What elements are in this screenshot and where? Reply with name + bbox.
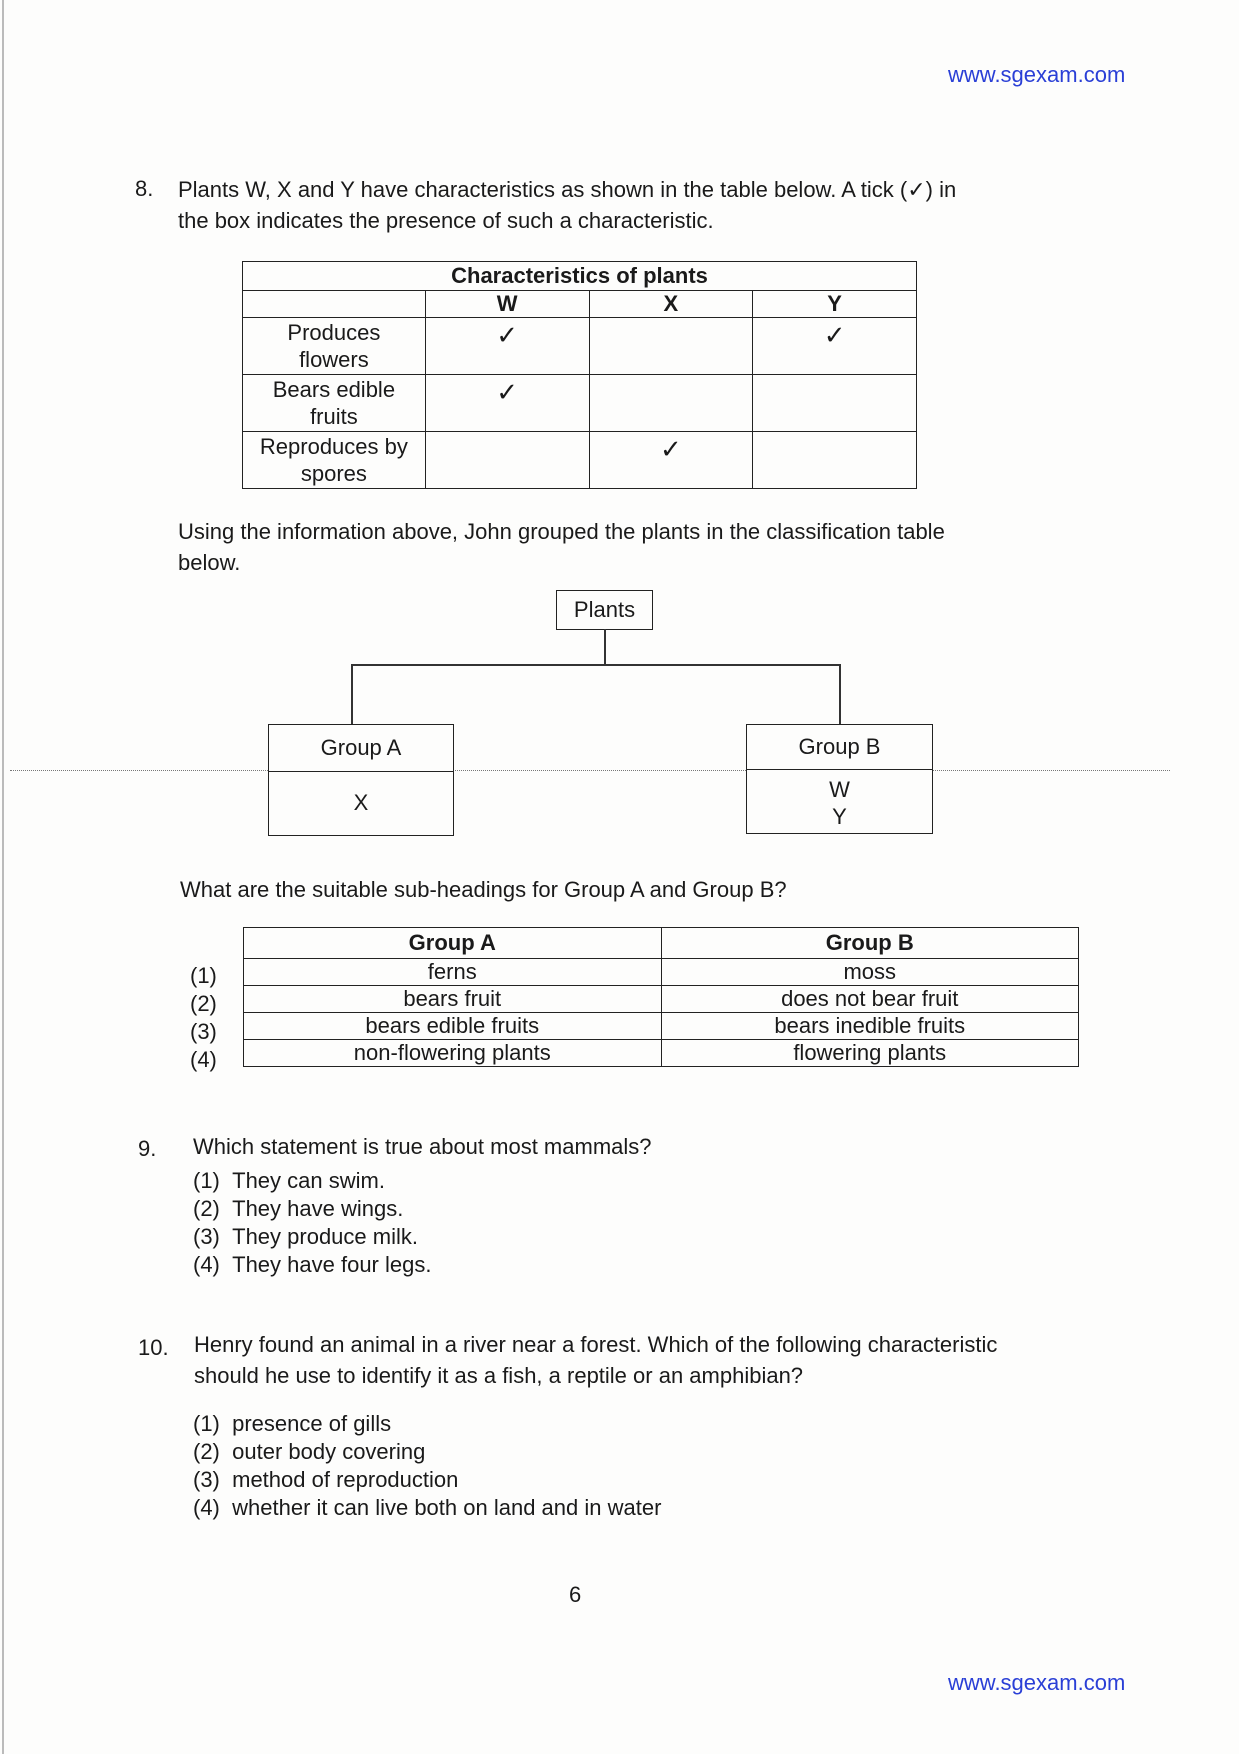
option-4-group-a: non-flowering plants [244,1040,662,1067]
q10-options [193,1410,661,1522]
connector-vertical [604,629,606,664]
characteristics-table [242,261,917,489]
q10-text [194,1329,997,1391]
q8-text2-line1: Using the information above, John grouped the plants in the classification table [178,519,945,544]
option-text: They can swim. [232,1168,385,1193]
header-url[interactable]: www.sgexam.com [948,62,1126,87]
answer-options-table [243,927,1079,1067]
group-b-title: Group B [747,725,932,770]
option-num: (3) [193,1467,220,1492]
q9-option-2[interactable] [193,1195,431,1223]
q10-option-1[interactable] [193,1410,661,1438]
option-text: They have four legs. [232,1252,432,1277]
option-3-group-a: bears edible fruits [244,1013,662,1040]
option-4-group-b: flowering plants [661,1040,1079,1067]
q8-option-num: (3) [190,1019,217,1044]
q8-option-num: (2) [190,991,217,1016]
row-label-line1: Bears edible [272,377,396,402]
connector-horizontal [351,664,840,666]
option-2-group-b: does not bear fruit [661,986,1079,1013]
scan-dotted-line [10,770,1170,771]
tick-mark: ✓ [659,434,682,464]
row-label-line2: fruits [310,404,358,429]
q8-text [178,174,956,236]
cell-x-fruits [589,375,753,432]
group-b-member-w: W [829,777,850,802]
q8-text2 [178,516,945,578]
group-b-member-y: Y [832,804,847,829]
q9-text: Which statement is true about most mammals? [193,1134,652,1159]
q10-number: 10. [138,1335,169,1360]
q10-text-line2: should he use to identify it as a fish, a reptile or an amphibian? [194,1363,804,1388]
table-row[interactable] [244,959,1079,986]
q8-text-line2: the box indicates the presence of such a characteristic. [178,208,714,233]
q9-number: 9. [138,1136,157,1161]
q8-option-numbers [190,962,217,1074]
q10-option-2[interactable] [193,1438,661,1466]
q9-option-1[interactable] [193,1167,431,1195]
tick-mark: ✓ [496,320,519,350]
q8-text-line1: Plants W, X and Y have characteristics as shown in the table below. A tick (✓) in [178,177,957,202]
option-num: (4) [193,1495,220,1520]
plants-root-box: Plants [556,590,653,630]
answer-header-group-a: Group A [244,928,662,959]
q9-options [193,1167,431,1279]
q10-option-4[interactable] [193,1494,661,1522]
characteristics-table-corner [243,291,426,318]
row-label-produces-flowers [243,318,426,375]
option-num: (1) [193,1168,220,1193]
option-num: (2) [193,1439,220,1464]
tick-mark: ✓ [496,377,519,407]
connector-right [839,664,841,724]
row-label-line1: Reproduces by [259,434,408,459]
option-1-group-b: moss [661,959,1079,986]
option-num: (4) [193,1252,220,1277]
group-a-title: Group A [269,725,453,772]
group-b-box [746,724,933,834]
option-3-group-b: bears inedible fruits [661,1013,1079,1040]
characteristics-table-title: Characteristics of plants [243,262,917,291]
option-text: presence of gills [232,1411,392,1436]
cell-w-spores [425,432,589,489]
cell-x-flowers [589,318,753,375]
col-header-x: X [589,291,753,318]
col-header-y: Y [753,291,917,318]
q10-option-3[interactable] [193,1466,661,1494]
table-row [243,432,917,489]
table-row [243,375,917,432]
option-num: (1) [193,1411,220,1436]
option-text: outer body covering [232,1439,426,1464]
option-num: (3) [193,1224,220,1249]
row-label-line2: flowers [299,347,369,372]
cell-w-fruits [425,375,589,432]
group-b-members [747,770,932,830]
q8-question: What are the suitable sub-headings for Group A and Group B? [180,877,787,902]
table-row [243,318,917,375]
scan-margin-line [2,0,4,1754]
group-a-box [268,724,454,836]
group-a-members: X [353,790,369,815]
table-row[interactable] [244,1040,1079,1067]
option-text: They have wings. [232,1196,404,1221]
option-text: method of reproduction [232,1467,459,1492]
option-1-group-a: ferns [244,959,662,986]
cell-y-spores [753,432,917,489]
col-header-w: W [425,291,589,318]
row-label-line1: Produces [287,320,381,345]
q8-option-num: (4) [190,1047,217,1072]
page-number: 6 [569,1582,582,1607]
option-num: (2) [193,1196,220,1221]
option-2-group-a: bears fruit [244,986,662,1013]
table-row[interactable] [244,986,1079,1013]
answer-header-group-b: Group B [661,928,1079,959]
cell-y-fruits [753,375,917,432]
cell-x-spores [589,432,753,489]
q9-option-3[interactable] [193,1223,431,1251]
cell-w-flowers [425,318,589,375]
footer-url[interactable]: www.sgexam.com [948,1670,1126,1695]
option-text: They produce milk. [232,1224,418,1249]
row-label-line2: spores [300,461,367,486]
q8-option-num: (1) [190,963,217,988]
table-row[interactable] [244,1013,1079,1040]
q9-option-4[interactable] [193,1251,431,1279]
row-label-edible-fruits [243,375,426,432]
cell-y-flowers [753,318,917,375]
row-label-spores [243,432,426,489]
q10-text-line1: Henry found an animal in a river near a forest. Which of the following characteristic [194,1332,998,1357]
option-text: whether it can live both on land and in water [232,1495,662,1520]
connector-left [351,664,353,724]
q8-number: 8. [135,176,154,201]
tick-mark: ✓ [823,320,846,350]
q8-text2-line2: below. [178,550,241,575]
